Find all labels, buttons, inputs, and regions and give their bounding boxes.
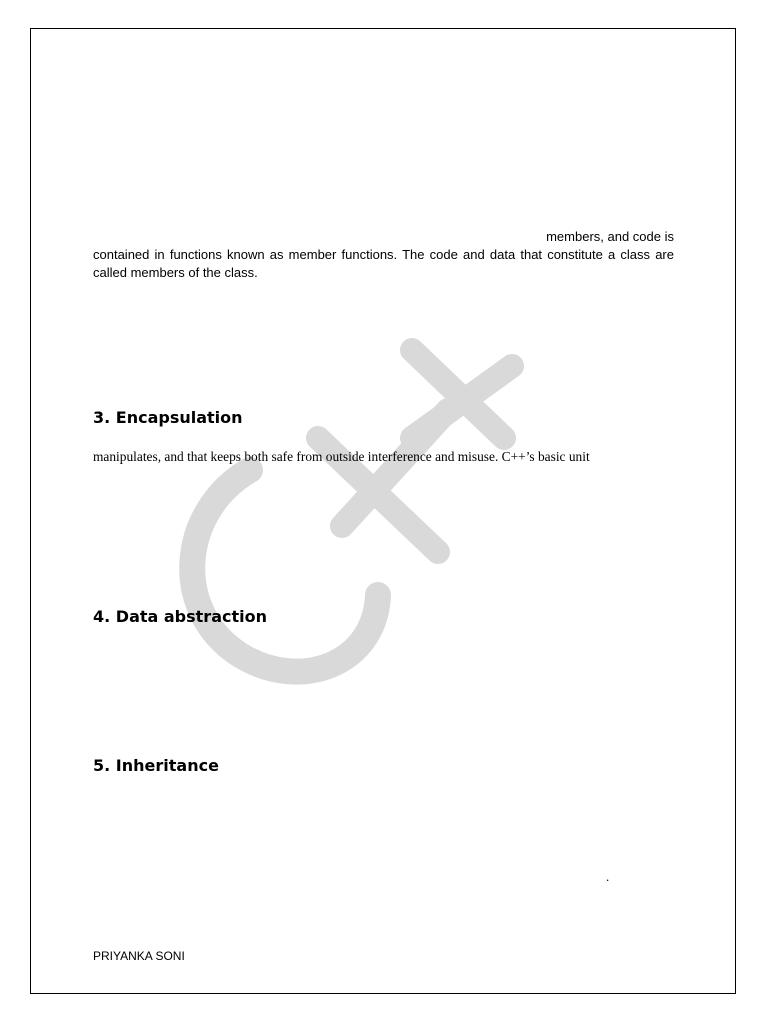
- heading-encapsulation: 3. Encapsulation: [93, 408, 243, 427]
- heading-inheritance: 5. Inheritance: [93, 756, 219, 775]
- class-members-paragraph: [93, 228, 674, 282]
- footer-author: PRIYANKA SONI: [93, 949, 185, 963]
- heading-data-abstraction: 4. Data abstraction: [93, 607, 267, 626]
- paragraph-rest: contained in functions known as member functions. The code and data that constitute a class are called members of the class.: [93, 247, 674, 280]
- encapsulation-paragraph: manipulates, and that keeps both safe from outside interference and misuse. C++’s basic unit: [93, 449, 590, 464]
- stray-dot: .: [606, 869, 610, 884]
- cpp-watermark-icon: [150, 320, 550, 700]
- paragraph-line-1: members, and code is: [546, 229, 674, 244]
